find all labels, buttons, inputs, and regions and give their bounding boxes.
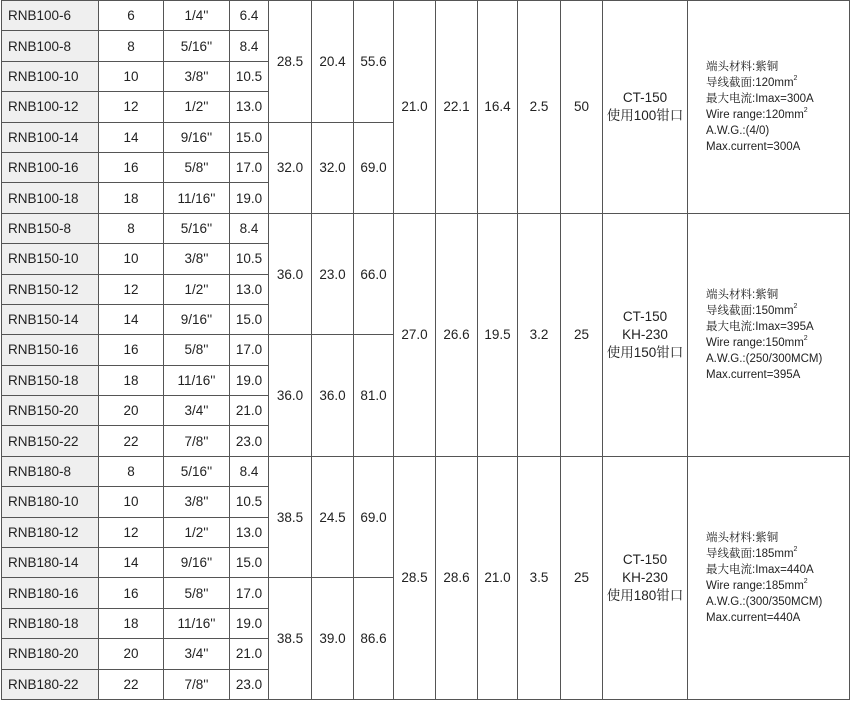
dim-h-cell: 25 bbox=[561, 213, 603, 456]
spec-table-body bbox=[2, 1, 850, 700]
note-section bbox=[706, 75, 849, 91]
model-cell: RNB180-8 bbox=[2, 456, 99, 486]
dim-b-cell: 23.0 bbox=[312, 213, 354, 335]
crimp-tool-cell bbox=[603, 213, 688, 456]
awg-cell: 8 bbox=[99, 31, 164, 61]
stud-mm-cell: 17.0 bbox=[230, 152, 269, 182]
model-cell: RNB180-16 bbox=[2, 578, 99, 608]
dim-c-cell: 69.0 bbox=[354, 456, 394, 578]
crimp-tool-line: KH-230 bbox=[622, 569, 668, 585]
model-cell: RNB100-8 bbox=[2, 31, 99, 61]
note-wire-range bbox=[706, 107, 849, 123]
dim-d-cell: 27.0 bbox=[394, 213, 436, 456]
model-cell: RNB150-18 bbox=[2, 365, 99, 395]
model-cell: RNB150-22 bbox=[2, 426, 99, 456]
note-section-text: 导线截面:185mm bbox=[706, 547, 794, 560]
model-cell: RNB150-20 bbox=[2, 396, 99, 426]
stud-mm-cell: 23.0 bbox=[230, 426, 269, 456]
stud-inch-cell: 3/4'' bbox=[164, 639, 230, 669]
awg-cell: 16 bbox=[99, 578, 164, 608]
note-wire-range-superscript: 2 bbox=[803, 577, 808, 585]
awg-cell: 6 bbox=[99, 1, 164, 31]
stud-mm-cell: 10.5 bbox=[230, 487, 269, 517]
stud-inch-cell: 9/16'' bbox=[164, 548, 230, 578]
model-cell: RNB150-14 bbox=[2, 304, 99, 334]
crimp-tool-cell bbox=[603, 1, 688, 214]
dim-a-cell: 36.0 bbox=[269, 335, 312, 457]
dim-e-cell: 28.6 bbox=[436, 456, 478, 699]
stud-mm-cell: 23.0 bbox=[230, 669, 269, 699]
model-cell: RNB180-12 bbox=[2, 517, 99, 547]
crimp-tool-line: 使用180钳口 bbox=[606, 587, 684, 603]
dim-d-cell: 21.0 bbox=[394, 1, 436, 214]
stud-mm-cell: 10.5 bbox=[230, 61, 269, 91]
note-section-text: 导线截面:120mm bbox=[706, 76, 794, 89]
stud-mm-cell: 17.0 bbox=[230, 335, 269, 365]
model-cell: RNB100-18 bbox=[2, 183, 99, 213]
stud-inch-cell: 11/16'' bbox=[164, 365, 230, 395]
note-section bbox=[706, 303, 849, 319]
crimp-tool-line: CT-150 bbox=[622, 551, 668, 567]
awg-cell: 12 bbox=[99, 517, 164, 547]
stud-mm-cell: 21.0 bbox=[230, 639, 269, 669]
awg-cell: 22 bbox=[99, 669, 164, 699]
model-cell: RNB100-6 bbox=[2, 1, 99, 31]
stud-inch-cell: 9/16'' bbox=[164, 122, 230, 152]
dim-c-cell: 86.6 bbox=[354, 578, 394, 700]
dim-g-cell: 3.2 bbox=[518, 213, 561, 456]
awg-cell: 8 bbox=[99, 213, 164, 243]
dim-a-cell: 32.0 bbox=[269, 122, 312, 213]
note-awg: A.W.G.:(4/0) bbox=[706, 124, 770, 137]
note-awg: A.W.G.:(250/300MCM) bbox=[706, 352, 823, 365]
dim-a-cell: 38.5 bbox=[269, 456, 312, 578]
stud-inch-cell: 1/4'' bbox=[164, 1, 230, 31]
stud-mm-cell: 19.0 bbox=[230, 183, 269, 213]
table-row bbox=[2, 213, 850, 243]
awg-cell: 14 bbox=[99, 304, 164, 334]
dim-a-cell: 28.5 bbox=[269, 1, 312, 123]
awg-cell: 16 bbox=[99, 152, 164, 182]
dim-b-cell: 24.5 bbox=[312, 456, 354, 578]
note-max-current: Max.current=300A bbox=[706, 140, 801, 153]
model-cell: RNB150-10 bbox=[2, 244, 99, 274]
note-max-current: Max.current=440A bbox=[706, 611, 801, 624]
stud-mm-cell: 6.4 bbox=[230, 1, 269, 31]
model-cell: RNB180-18 bbox=[2, 608, 99, 638]
dim-a-cell: 38.5 bbox=[269, 578, 312, 700]
dim-b-cell: 39.0 bbox=[312, 578, 354, 700]
dim-c-cell: 55.6 bbox=[354, 1, 394, 123]
crimp-tool-line: KH-230 bbox=[622, 326, 668, 342]
stud-inch-cell: 11/16'' bbox=[164, 608, 230, 638]
note-material: 端头材料:紫铜 bbox=[706, 531, 779, 544]
dim-h-cell: 50 bbox=[561, 1, 603, 214]
model-cell: RNB100-12 bbox=[2, 92, 99, 122]
stud-mm-cell: 8.4 bbox=[230, 456, 269, 486]
dim-d-cell: 28.5 bbox=[394, 456, 436, 699]
awg-cell: 18 bbox=[99, 365, 164, 395]
model-cell: RNB100-10 bbox=[2, 61, 99, 91]
stud-mm-cell: 19.0 bbox=[230, 608, 269, 638]
awg-cell: 8 bbox=[99, 456, 164, 486]
dim-c-cell: 66.0 bbox=[354, 213, 394, 335]
model-cell: RNB100-16 bbox=[2, 152, 99, 182]
note-awg: A.W.G.:(300/350MCM) bbox=[706, 595, 823, 608]
dim-g-cell: 3.5 bbox=[518, 456, 561, 699]
dim-e-cell: 22.1 bbox=[436, 1, 478, 214]
crimp-tool-line: 使用150钳口 bbox=[606, 344, 684, 360]
note-imax: 最大电流:Imax=300A bbox=[706, 92, 814, 105]
note-section bbox=[706, 546, 849, 562]
crimp-tool-line: 使用100钳口 bbox=[606, 107, 684, 123]
crimp-tool-line: CT-150 bbox=[622, 308, 668, 324]
stud-inch-cell: 9/16'' bbox=[164, 304, 230, 334]
dim-b-cell: 36.0 bbox=[312, 335, 354, 457]
model-cell: RNB180-22 bbox=[2, 669, 99, 699]
dim-c-cell: 81.0 bbox=[354, 335, 394, 457]
table-row bbox=[2, 456, 850, 486]
stud-inch-cell: 5/16'' bbox=[164, 456, 230, 486]
stud-mm-cell: 15.0 bbox=[230, 122, 269, 152]
stud-mm-cell: 13.0 bbox=[230, 517, 269, 547]
model-cell: RNB150-8 bbox=[2, 213, 99, 243]
stud-inch-cell: 1/2'' bbox=[164, 92, 230, 122]
model-cell: RNB180-14 bbox=[2, 548, 99, 578]
note-imax: 最大电流:Imax=440A bbox=[706, 563, 814, 576]
spec-note-cell bbox=[688, 1, 850, 214]
model-cell: RNB180-20 bbox=[2, 639, 99, 669]
stud-inch-cell: 3/8'' bbox=[164, 487, 230, 517]
note-section-superscript: 2 bbox=[793, 302, 798, 310]
crimp-tool-cell bbox=[603, 456, 688, 699]
awg-cell: 18 bbox=[99, 183, 164, 213]
spec-note-cell bbox=[688, 456, 850, 699]
note-wire-range-superscript: 2 bbox=[803, 106, 808, 114]
awg-cell: 10 bbox=[99, 487, 164, 517]
stud-mm-cell: 15.0 bbox=[230, 304, 269, 334]
stud-inch-cell: 7/8'' bbox=[164, 426, 230, 456]
table-row bbox=[2, 1, 850, 31]
dim-g-cell: 2.5 bbox=[518, 1, 561, 214]
note-wire-range bbox=[706, 578, 849, 594]
stud-mm-cell: 10.5 bbox=[230, 244, 269, 274]
awg-cell: 20 bbox=[99, 396, 164, 426]
note-wire-range-text: Wire range:120mm bbox=[706, 108, 804, 121]
stud-inch-cell: 5/16'' bbox=[164, 31, 230, 61]
stud-inch-cell: 11/16'' bbox=[164, 183, 230, 213]
dim-b-cell: 32.0 bbox=[312, 122, 354, 213]
model-cell: RNB180-10 bbox=[2, 487, 99, 517]
stud-inch-cell: 7/8'' bbox=[164, 669, 230, 699]
stud-inch-cell: 3/8'' bbox=[164, 244, 230, 274]
model-cell: RNB150-16 bbox=[2, 335, 99, 365]
crimp-tool-line: CT-150 bbox=[622, 89, 668, 105]
stud-inch-cell: 1/2'' bbox=[164, 274, 230, 304]
awg-cell: 12 bbox=[99, 274, 164, 304]
note-section-superscript: 2 bbox=[793, 545, 798, 553]
note-section-text: 导线截面:150mm bbox=[706, 304, 794, 317]
note-imax: 最大电流:Imax=395A bbox=[706, 320, 814, 333]
dim-f-cell: 21.0 bbox=[478, 456, 518, 699]
note-wire-range-superscript: 2 bbox=[803, 334, 808, 342]
stud-inch-cell: 5/8'' bbox=[164, 578, 230, 608]
awg-cell: 14 bbox=[99, 548, 164, 578]
dim-f-cell: 16.4 bbox=[478, 1, 518, 214]
stud-mm-cell: 13.0 bbox=[230, 92, 269, 122]
stud-mm-cell: 17.0 bbox=[230, 578, 269, 608]
note-wire-range-text: Wire range:150mm bbox=[706, 336, 804, 349]
dim-f-cell: 19.5 bbox=[478, 213, 518, 456]
stud-mm-cell: 13.0 bbox=[230, 274, 269, 304]
stud-inch-cell: 3/8'' bbox=[164, 61, 230, 91]
model-cell: RNB100-14 bbox=[2, 122, 99, 152]
dim-b-cell: 20.4 bbox=[312, 1, 354, 123]
stud-mm-cell: 19.0 bbox=[230, 365, 269, 395]
stud-mm-cell: 15.0 bbox=[230, 548, 269, 578]
stud-mm-cell: 21.0 bbox=[230, 396, 269, 426]
dim-e-cell: 26.6 bbox=[436, 213, 478, 456]
spec-note-cell bbox=[688, 213, 850, 456]
awg-cell: 14 bbox=[99, 122, 164, 152]
awg-cell: 16 bbox=[99, 335, 164, 365]
note-section-superscript: 2 bbox=[793, 74, 798, 82]
awg-cell: 10 bbox=[99, 61, 164, 91]
awg-cell: 20 bbox=[99, 639, 164, 669]
stud-inch-cell: 5/8'' bbox=[164, 335, 230, 365]
stud-inch-cell: 3/4'' bbox=[164, 396, 230, 426]
awg-cell: 18 bbox=[99, 608, 164, 638]
stud-mm-cell: 8.4 bbox=[230, 213, 269, 243]
awg-cell: 22 bbox=[99, 426, 164, 456]
stud-inch-cell: 5/8'' bbox=[164, 152, 230, 182]
dim-h-cell: 25 bbox=[561, 456, 603, 699]
awg-cell: 10 bbox=[99, 244, 164, 274]
note-max-current: Max.current=395A bbox=[706, 368, 801, 381]
note-material: 端头材料:紫铜 bbox=[706, 288, 779, 301]
stud-mm-cell: 8.4 bbox=[230, 31, 269, 61]
stud-inch-cell: 5/16'' bbox=[164, 213, 230, 243]
note-material: 端头材料:紫铜 bbox=[706, 60, 779, 73]
note-wire-range-text: Wire range:185mm bbox=[706, 579, 804, 592]
note-wire-range bbox=[706, 335, 849, 351]
dim-a-cell: 36.0 bbox=[269, 213, 312, 335]
model-cell: RNB150-12 bbox=[2, 274, 99, 304]
spec-table bbox=[1, 0, 850, 700]
dim-c-cell: 69.0 bbox=[354, 122, 394, 213]
stud-inch-cell: 1/2'' bbox=[164, 517, 230, 547]
awg-cell: 12 bbox=[99, 92, 164, 122]
